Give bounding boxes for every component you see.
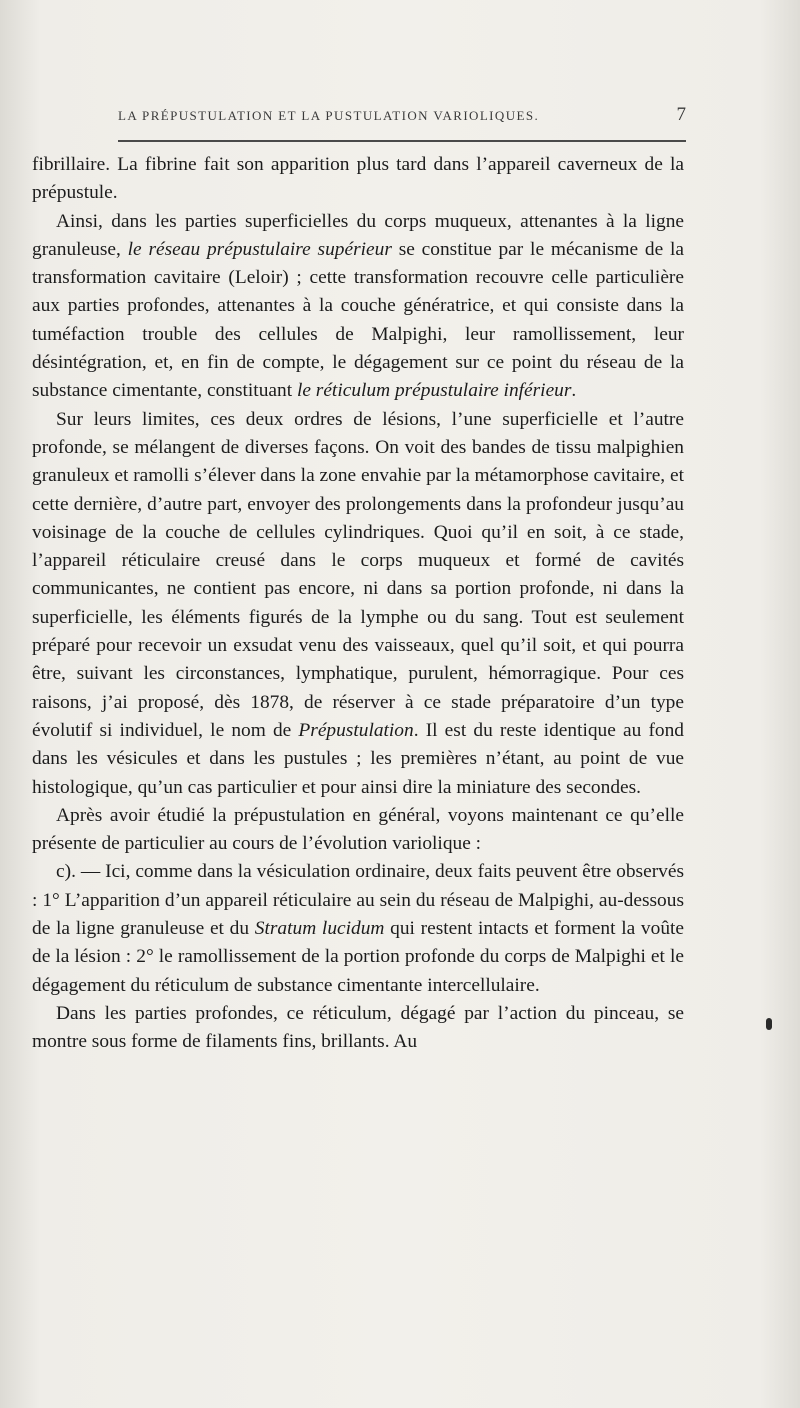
italic-term: Prépustulation xyxy=(298,719,414,741)
margin-ink-mark xyxy=(766,1018,772,1030)
paragraph: Après avoir étudié la prépustulation en général, voyons maintenant ce qu’elle présente de particulier au cours de l’évolution variolique : xyxy=(32,804,684,855)
page-number: 7 xyxy=(676,104,686,125)
italic-term: le réseau prépustulaire supérieur xyxy=(127,238,392,260)
page-header xyxy=(118,100,686,130)
paragraph: Ainsi, dans les parties superficielles du corps muqueux, attenantes à la ligne granuleuse, le réseau prépustulaire supérieur se constitue par le mécanisme de la transformation cavitaire (Leloir) ; cette transformation recouvre celle particulière aux parties profondes, attenantes à la couche génératrice, et qui consiste dans la tuméfaction trouble des cellules de Malpighi, leur ramollissement, leur désintégration, et, en fin de compte, le dégagement sur ce point du réseau de la substance cimentante, constituant le réticulum prépustulaire inférieur. xyxy=(32,210,685,402)
body-text xyxy=(32,151,684,1057)
italic-term: Stratum lucidum xyxy=(254,918,385,940)
paragraph: Sur leurs limites, ces deux ordres de lésions, l’une superficielle et l’autre profonde, se mélangent de diverses façons. On voit des bandes de tissu malpighien granuleux et ramolli s’élever dans la zone envahie par la métamorphose cavitaire, et cette dernière, d’autre part, envoyer des prolongements dans la profondeur jusqu’au voisinage de la couche de cellules cylindriques. Quoi qu’il en soit, à ce stade, l’appareil réticulaire creusé dans le corps muqueux et formé de cavités communicantes, ne contient pas encore, ni dans sa portion profonde, ni dans la superficielle, les éléments figurés de la lymphe ou du sang. Tout est seulement préparé pour recevoir un exsudat venu des vaisseaux, quel qu’il soit, et qui pourra être, suivant les circonstances, lymphatique, purulent, hémorragique. Pour ces raisons, j’ai proposé, dès 1878, de réserver à ce stade préparatoire d’un type évolutif si individuel, le nom de Prépustulation. Il est du reste identique au fond dans les vésicules et dans les pustules ; les premières n’étant, au point de vue histologique, qu’un cas particulier et pour ainsi dire la miniature des secondes. xyxy=(32,408,684,798)
italic-term: le réticulum prépustulaire inférieur xyxy=(296,380,572,402)
header-rule xyxy=(118,140,686,142)
paragraph: c). — Ici, comme dans la vésiculation ordinaire, deux faits peuvent être observés : 1° L’apparition d’un appareil réticulaire au sein du réseau de Malpighi, au-dessous de la ligne granuleuse et du Stratum lucidum qui restent intacts et forment la voûte de la lésion : 2° le ramollissement de la portion profonde du corps de Malpighi et le dégagement du réticulum de substance cimentante intercellulaire. xyxy=(32,861,685,996)
running-title: LA PRÉPUSTULATION ET LA PUSTULATION VARIOLIQUES. xyxy=(118,108,540,123)
paragraph: fibrillaire. La fibrine fait son apparition plus tard dans l’appareil caverneux de la prépustule. xyxy=(32,154,684,204)
paragraph: Dans les parties profondes, ce réticulum, dégagé par l’action du pinceau, se montre sous forme de filaments fins, brillants. Au xyxy=(32,1002,684,1053)
